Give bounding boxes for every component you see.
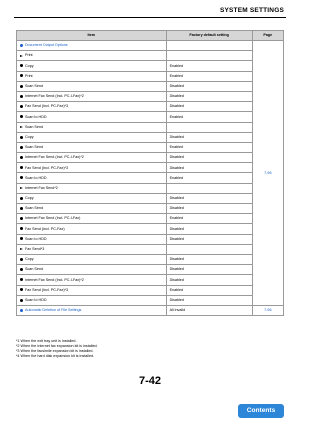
bullet-icon (20, 309, 23, 312)
default-value-cell: Disabled (166, 224, 252, 234)
setting-item-cell[interactable] (17, 41, 167, 51)
bullet-icon (20, 268, 23, 271)
default-value-cell: Disabled (166, 265, 252, 275)
setting-label: Scan to HDD (25, 236, 47, 241)
setting-label: Print (25, 73, 33, 78)
setting-label: Scan to HDD (25, 175, 47, 180)
bullet-icon (20, 166, 23, 169)
bullet-icon (20, 278, 23, 281)
setting-item-cell (17, 204, 167, 214)
setting-item-cell (17, 91, 167, 101)
table-row (17, 81, 284, 91)
bullet-icon (20, 44, 23, 47)
table-row (17, 295, 284, 305)
default-value-cell: Disabled (166, 234, 252, 244)
table-row (17, 61, 284, 71)
setting-item-cell (17, 122, 167, 132)
header-divider (14, 17, 286, 18)
setting-label: Internet Fax Send (Incl. PC-I-Fax)*2 (25, 155, 84, 160)
bullet-icon (20, 207, 23, 210)
settings-table (16, 30, 284, 316)
setting-item-cell (17, 142, 167, 152)
table-row (17, 122, 284, 132)
default-value-cell: Disabled (166, 254, 252, 264)
setting-item-cell (17, 51, 167, 61)
default-value-cell: Enabled (166, 61, 252, 71)
setting-label: Copy (25, 257, 34, 262)
bullet-icon (20, 197, 23, 200)
setting-label: Scan Send (25, 145, 44, 150)
table-row (17, 142, 284, 152)
bullet-icon (20, 64, 23, 67)
setting-item-cell (17, 71, 167, 81)
default-value-cell (166, 51, 252, 61)
bullet-icon (20, 105, 23, 108)
table-row (17, 244, 284, 254)
setting-item-cell[interactable] (17, 305, 167, 315)
setting-label: Copy (25, 134, 34, 139)
section-title: SYSTEM SETTINGS (219, 7, 284, 14)
setting-item-cell (17, 193, 167, 203)
table-row (17, 51, 284, 61)
bullet-icon (20, 258, 23, 261)
bullet-icon (20, 217, 23, 220)
bullet-icon (20, 146, 23, 149)
setting-label: Internet Fax Send (Incl. PC-I-Fax)*2 (25, 94, 84, 99)
bullet-icon (20, 176, 23, 179)
setting-link[interactable]: Automatic Deletion of File Settings (25, 308, 82, 313)
column-header-page: Page (252, 31, 283, 41)
default-value-cell: Disabled (166, 163, 252, 173)
table-row (17, 285, 284, 295)
table-row (17, 265, 284, 275)
bullet-icon (20, 85, 23, 88)
page-number: 7-42 (138, 375, 162, 387)
setting-item-cell (17, 102, 167, 112)
bullet-icon (20, 136, 23, 139)
column-header-item: Item (17, 31, 167, 41)
setting-label: Print (25, 53, 33, 58)
bullet-icon (20, 299, 23, 302)
table-row (17, 153, 284, 163)
setting-link[interactable]: Document Output Options (25, 43, 68, 48)
setting-label: Scan to HDD (25, 297, 47, 302)
table-row (17, 102, 284, 112)
triangle-icon (20, 126, 23, 128)
default-value-cell (166, 41, 252, 51)
setting-label: Fax Send*3 (25, 247, 45, 252)
default-value-cell: Disabled (166, 193, 252, 203)
table-row (17, 254, 284, 264)
bullet-icon (20, 74, 23, 77)
page-reference-link[interactable]: 7-96 (252, 305, 283, 315)
setting-label: Internet Fax Send (Incl. PC-I-Fax) (25, 216, 81, 221)
setting-item-cell (17, 234, 167, 244)
default-value-cell: Disabled (166, 153, 252, 163)
setting-label: Fax Send (Incl. PC-Fax) (25, 226, 65, 231)
default-value-cell: All invalid (166, 305, 252, 315)
default-value-cell: Enabled (166, 285, 252, 295)
bullet-icon (20, 227, 23, 230)
setting-item-cell (17, 112, 167, 122)
table-row (17, 183, 284, 193)
triangle-icon (20, 187, 23, 189)
setting-label: Copy (25, 63, 34, 68)
setting-item-cell (17, 275, 167, 285)
setting-label: Scan to HDD (25, 114, 47, 119)
bullet-icon (20, 237, 23, 240)
default-value-cell: Disabled (166, 81, 252, 91)
setting-item-cell (17, 61, 167, 71)
default-value-cell: Disabled (166, 91, 252, 101)
default-value-cell: Enabled (166, 173, 252, 183)
setting-item-cell (17, 254, 167, 264)
default-value-cell: Disabled (166, 295, 252, 305)
table-header-row (17, 31, 284, 41)
page-reference-link[interactable]: 7-96 (252, 41, 283, 306)
table-row (17, 305, 284, 315)
table-row (17, 112, 284, 122)
bullet-icon (20, 288, 23, 291)
footnotes (16, 339, 98, 359)
page-header (0, 0, 300, 18)
default-value-cell: Enabled (166, 214, 252, 224)
setting-item-cell (17, 81, 167, 91)
default-value-cell (166, 183, 252, 193)
setting-item-cell (17, 295, 167, 305)
default-value-cell: Enabled (166, 71, 252, 81)
setting-item-cell (17, 285, 167, 295)
setting-item-cell (17, 244, 167, 254)
setting-label: Scan Send (25, 124, 44, 129)
table-row (17, 173, 284, 183)
default-value-cell: Disabled (166, 275, 252, 285)
setting-item-cell (17, 153, 167, 163)
table-row (17, 234, 284, 244)
column-header-default: Factory default setting (166, 31, 252, 41)
default-value-cell (166, 244, 252, 254)
setting-item-cell (17, 163, 167, 173)
default-value-cell: Disabled (166, 204, 252, 214)
setting-item-cell (17, 214, 167, 224)
setting-item-cell (17, 173, 167, 183)
table-row (17, 214, 284, 224)
table-row (17, 224, 284, 234)
setting-label: Copy (25, 196, 34, 201)
table-row (17, 91, 284, 101)
setting-label: Fax Send (Incl. PC-Fax)*3 (25, 287, 69, 292)
setting-label: Fax Send (Incl. PC-Fax)*3 (25, 165, 69, 170)
footnote: *4 When the hard disk expansion kit is installed. (16, 354, 95, 359)
setting-item-cell (17, 183, 167, 193)
setting-label: Fax Send (Incl. PC-Fax)*3 (25, 104, 69, 109)
setting-item-cell (17, 132, 167, 142)
table-row (17, 71, 284, 81)
default-value-cell: Disabled (166, 132, 252, 142)
table-row (17, 132, 284, 142)
setting-label: Scan Send (25, 84, 44, 89)
setting-label: Scan Send (25, 206, 44, 211)
setting-item-cell (17, 265, 167, 275)
footnote: *3 When the facsimile expansion kit is installed. (16, 349, 94, 354)
bullet-icon (20, 156, 23, 159)
default-value-cell: Enabled (166, 142, 252, 152)
setting-item-cell (17, 224, 167, 234)
default-value-cell: Enabled (166, 112, 252, 122)
table-row (17, 204, 284, 214)
footnote: *2 When the Internet fax expansion kit is installed. (16, 344, 98, 349)
contents-button[interactable]: Contents (238, 404, 284, 418)
setting-label: Scan Send (25, 267, 44, 272)
bullet-icon (20, 115, 23, 118)
table-row (17, 41, 284, 51)
table-row (17, 193, 284, 203)
default-value-cell (166, 122, 252, 132)
default-value-cell: Disabled (166, 102, 252, 112)
triangle-icon (20, 55, 23, 57)
table-row (17, 275, 284, 285)
table-row (17, 163, 284, 173)
setting-label: Internet Fax Send (Incl. PC-I-Fax)*2 (25, 277, 84, 282)
triangle-icon (20, 248, 23, 250)
setting-label: Internet Fax Send*2 (25, 185, 58, 190)
bullet-icon (20, 95, 23, 98)
footnote: *1 When the exit tray unit is installed. (16, 339, 77, 343)
